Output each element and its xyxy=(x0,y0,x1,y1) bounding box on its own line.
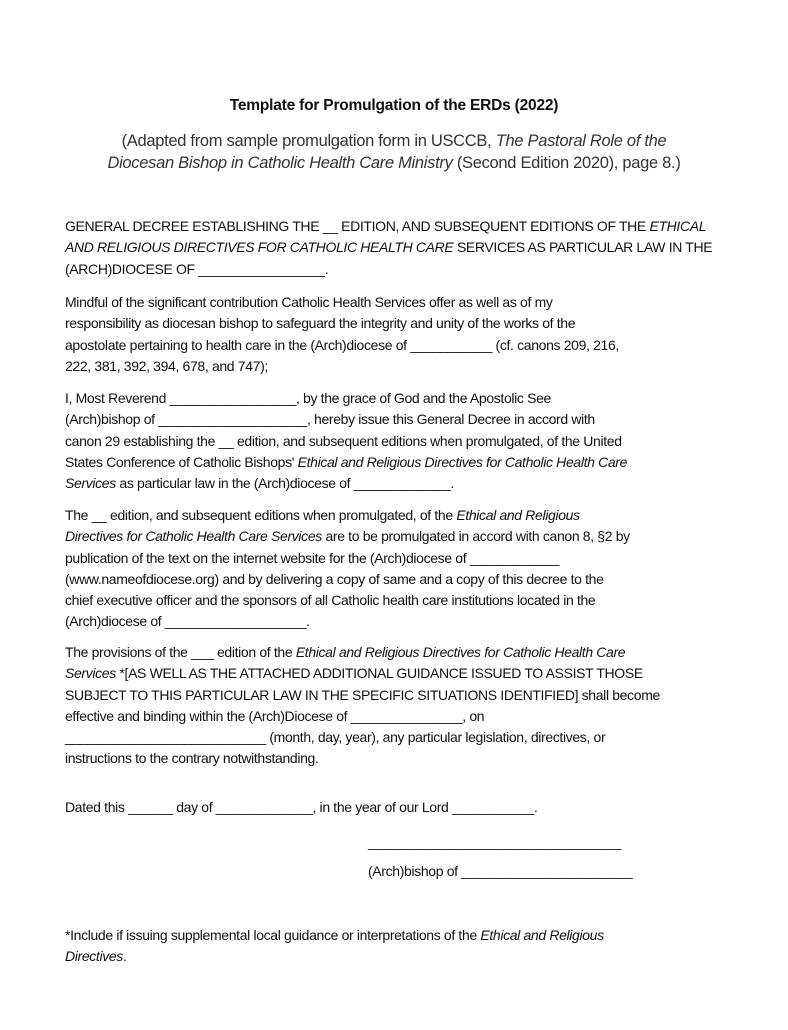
text-line xyxy=(65,925,604,946)
italic-text: Ethical and Religious xyxy=(480,927,604,943)
text-segment: publication of the text on the internet website for the (Arch)diocese of ____________ xyxy=(65,549,560,566)
text-segment: as particular law in the (Arch)diocese of _____________. xyxy=(115,475,454,492)
text-segment: chief executive officer and the sponsors of all Catholic health care institutions located in the xyxy=(65,592,596,609)
text-segment: apostolate pertaining to health care in the (Arch)diocese of ___________ (cf. canons 209, 216, xyxy=(65,336,619,353)
text-line xyxy=(65,590,630,611)
text-line xyxy=(65,706,660,727)
text-segment: canon 29 establishing the __ edition, and subsequent editions when promulgated, of the United xyxy=(65,432,622,449)
text-line xyxy=(65,748,660,769)
text-line xyxy=(65,611,630,632)
text-line xyxy=(65,388,627,409)
italic-text: ETHICAL xyxy=(649,218,707,234)
text-segment: (www.nameofdiocese.org) and by delivering a copy of same and a copy of this decree to the xyxy=(65,570,604,587)
text-segment: SERVICES AS PARTICULAR LAW IN THE xyxy=(453,239,713,256)
text-segment: (ARCH)DIOCESE OF _________________. xyxy=(65,260,329,277)
text-segment: are to be promulgated in accord with canon 8, §2 by xyxy=(321,528,630,545)
text-segment: *Include if issuing supplemental local guidance or interpretations of the xyxy=(65,927,481,943)
text-segment: ___________________________ (month, day, year), any particular legislation, directives, or xyxy=(65,729,606,746)
italic-text: Ethical and Religious Directives for Catholic Health Care xyxy=(297,453,628,470)
text-line xyxy=(65,797,537,818)
text-line xyxy=(65,727,660,748)
text-line xyxy=(65,569,630,590)
text-line xyxy=(65,663,660,684)
italic-text: Services xyxy=(65,665,116,682)
text-line xyxy=(65,356,619,377)
text-segment: *[AS WELL AS THE ATTACHED ADDITIONAL GUIDANCE ISSUED TO ASSIST THOSE xyxy=(115,665,643,682)
text-segment: GENERAL DECREE ESTABLISHING THE __ EDITION, AND SUBSEQUENT EDITIONS OF THE xyxy=(65,218,650,234)
text-segment: effective and binding within the (Arch)Diocese of _______________, on xyxy=(65,707,485,724)
text-segment: SUBJECT TO THIS PARTICULAR LAW IN THE SPECIFIC SITUATIONS IDENTIFIED] shall become xyxy=(65,686,660,703)
text-segment: Dated this ______ day of _____________, in the year of our Lord ___________. xyxy=(65,799,538,815)
text-segment: (Arch)bishop of _______________________ xyxy=(368,863,633,879)
promulgation-paragraph xyxy=(65,505,630,633)
text-line xyxy=(65,237,712,258)
text-segment: instructions to the contrary notwithstanding. xyxy=(65,750,319,767)
text-segment: (Second Edition 2020), page 8.) xyxy=(452,153,681,172)
decree-heading xyxy=(65,216,712,280)
mindful-paragraph xyxy=(65,292,619,377)
italic-text: Diocesan Bishop in Catholic Health Care Ministry xyxy=(107,153,453,172)
text-segment: States Conference of Catholic Bishops' xyxy=(65,453,298,470)
text-segment: The provisions of the ___ edition of the xyxy=(65,644,296,660)
text-segment: The __ edition, and subsequent editions when promulgated, of the xyxy=(65,507,457,523)
text-segment: responsibility as diocesan bishop to safeguard the integrity and unity of the works of the xyxy=(65,315,576,332)
footnote xyxy=(65,925,604,968)
italic-text: AND RELIGIOUS DIRECTIVES FOR CATHOLIC HEALTH CARE xyxy=(65,239,454,256)
text-line xyxy=(65,505,630,526)
text-segment: Mindful of the significant contribution Catholic Health Services offer as well as of my xyxy=(65,294,553,310)
text-line xyxy=(65,526,630,547)
signature-label xyxy=(368,861,632,882)
italic-text: Services xyxy=(65,475,116,492)
text-line xyxy=(65,946,604,967)
text-line xyxy=(65,409,627,430)
text-line xyxy=(65,431,627,452)
signature-line xyxy=(368,832,621,853)
text-line xyxy=(65,642,660,663)
dated-line xyxy=(65,797,537,818)
text-segment: 222, 381, 392, 394, 678, and 747); xyxy=(65,357,268,374)
issuance-paragraph xyxy=(65,388,627,494)
text-line xyxy=(65,548,630,569)
text-line xyxy=(65,452,627,473)
italic-text: Ethical and Religious xyxy=(456,507,580,523)
italic-text: Directives for Catholic Health Care Services xyxy=(65,528,322,545)
text-segment: . xyxy=(122,948,127,965)
text-line xyxy=(65,313,619,334)
subtitle xyxy=(0,131,788,174)
text-line xyxy=(65,335,619,356)
text-line xyxy=(0,153,788,175)
text-segment: (Arch)diocese of ___________________. xyxy=(65,613,310,630)
text-line xyxy=(65,292,619,313)
italic-text: Ethical and Religious Directives for Catholic Health Care xyxy=(295,644,626,660)
text-segment: (Adapted from sample promulgation form in USCCB, xyxy=(121,132,496,150)
text-line xyxy=(65,473,627,494)
italic-text: Directives xyxy=(65,948,123,965)
text-line xyxy=(65,685,660,706)
provisions-paragraph xyxy=(65,642,660,770)
text-line xyxy=(0,131,788,153)
document-title: Template for Promulgation of the ERDs (2022) xyxy=(229,97,559,114)
text-segment: I, Most Reverend _________________, by the grace of God and the Apostolic See xyxy=(65,390,551,406)
text-line xyxy=(368,861,632,882)
text-segment: __________________________________ xyxy=(368,834,621,850)
italic-text: The Pastoral Role of the xyxy=(495,132,667,150)
text-line xyxy=(368,832,621,853)
text-line xyxy=(65,216,712,237)
text-line xyxy=(65,259,712,280)
text-segment: (Arch)bishop of ____________________, hereby issue this General Decree in accord with xyxy=(65,411,595,428)
